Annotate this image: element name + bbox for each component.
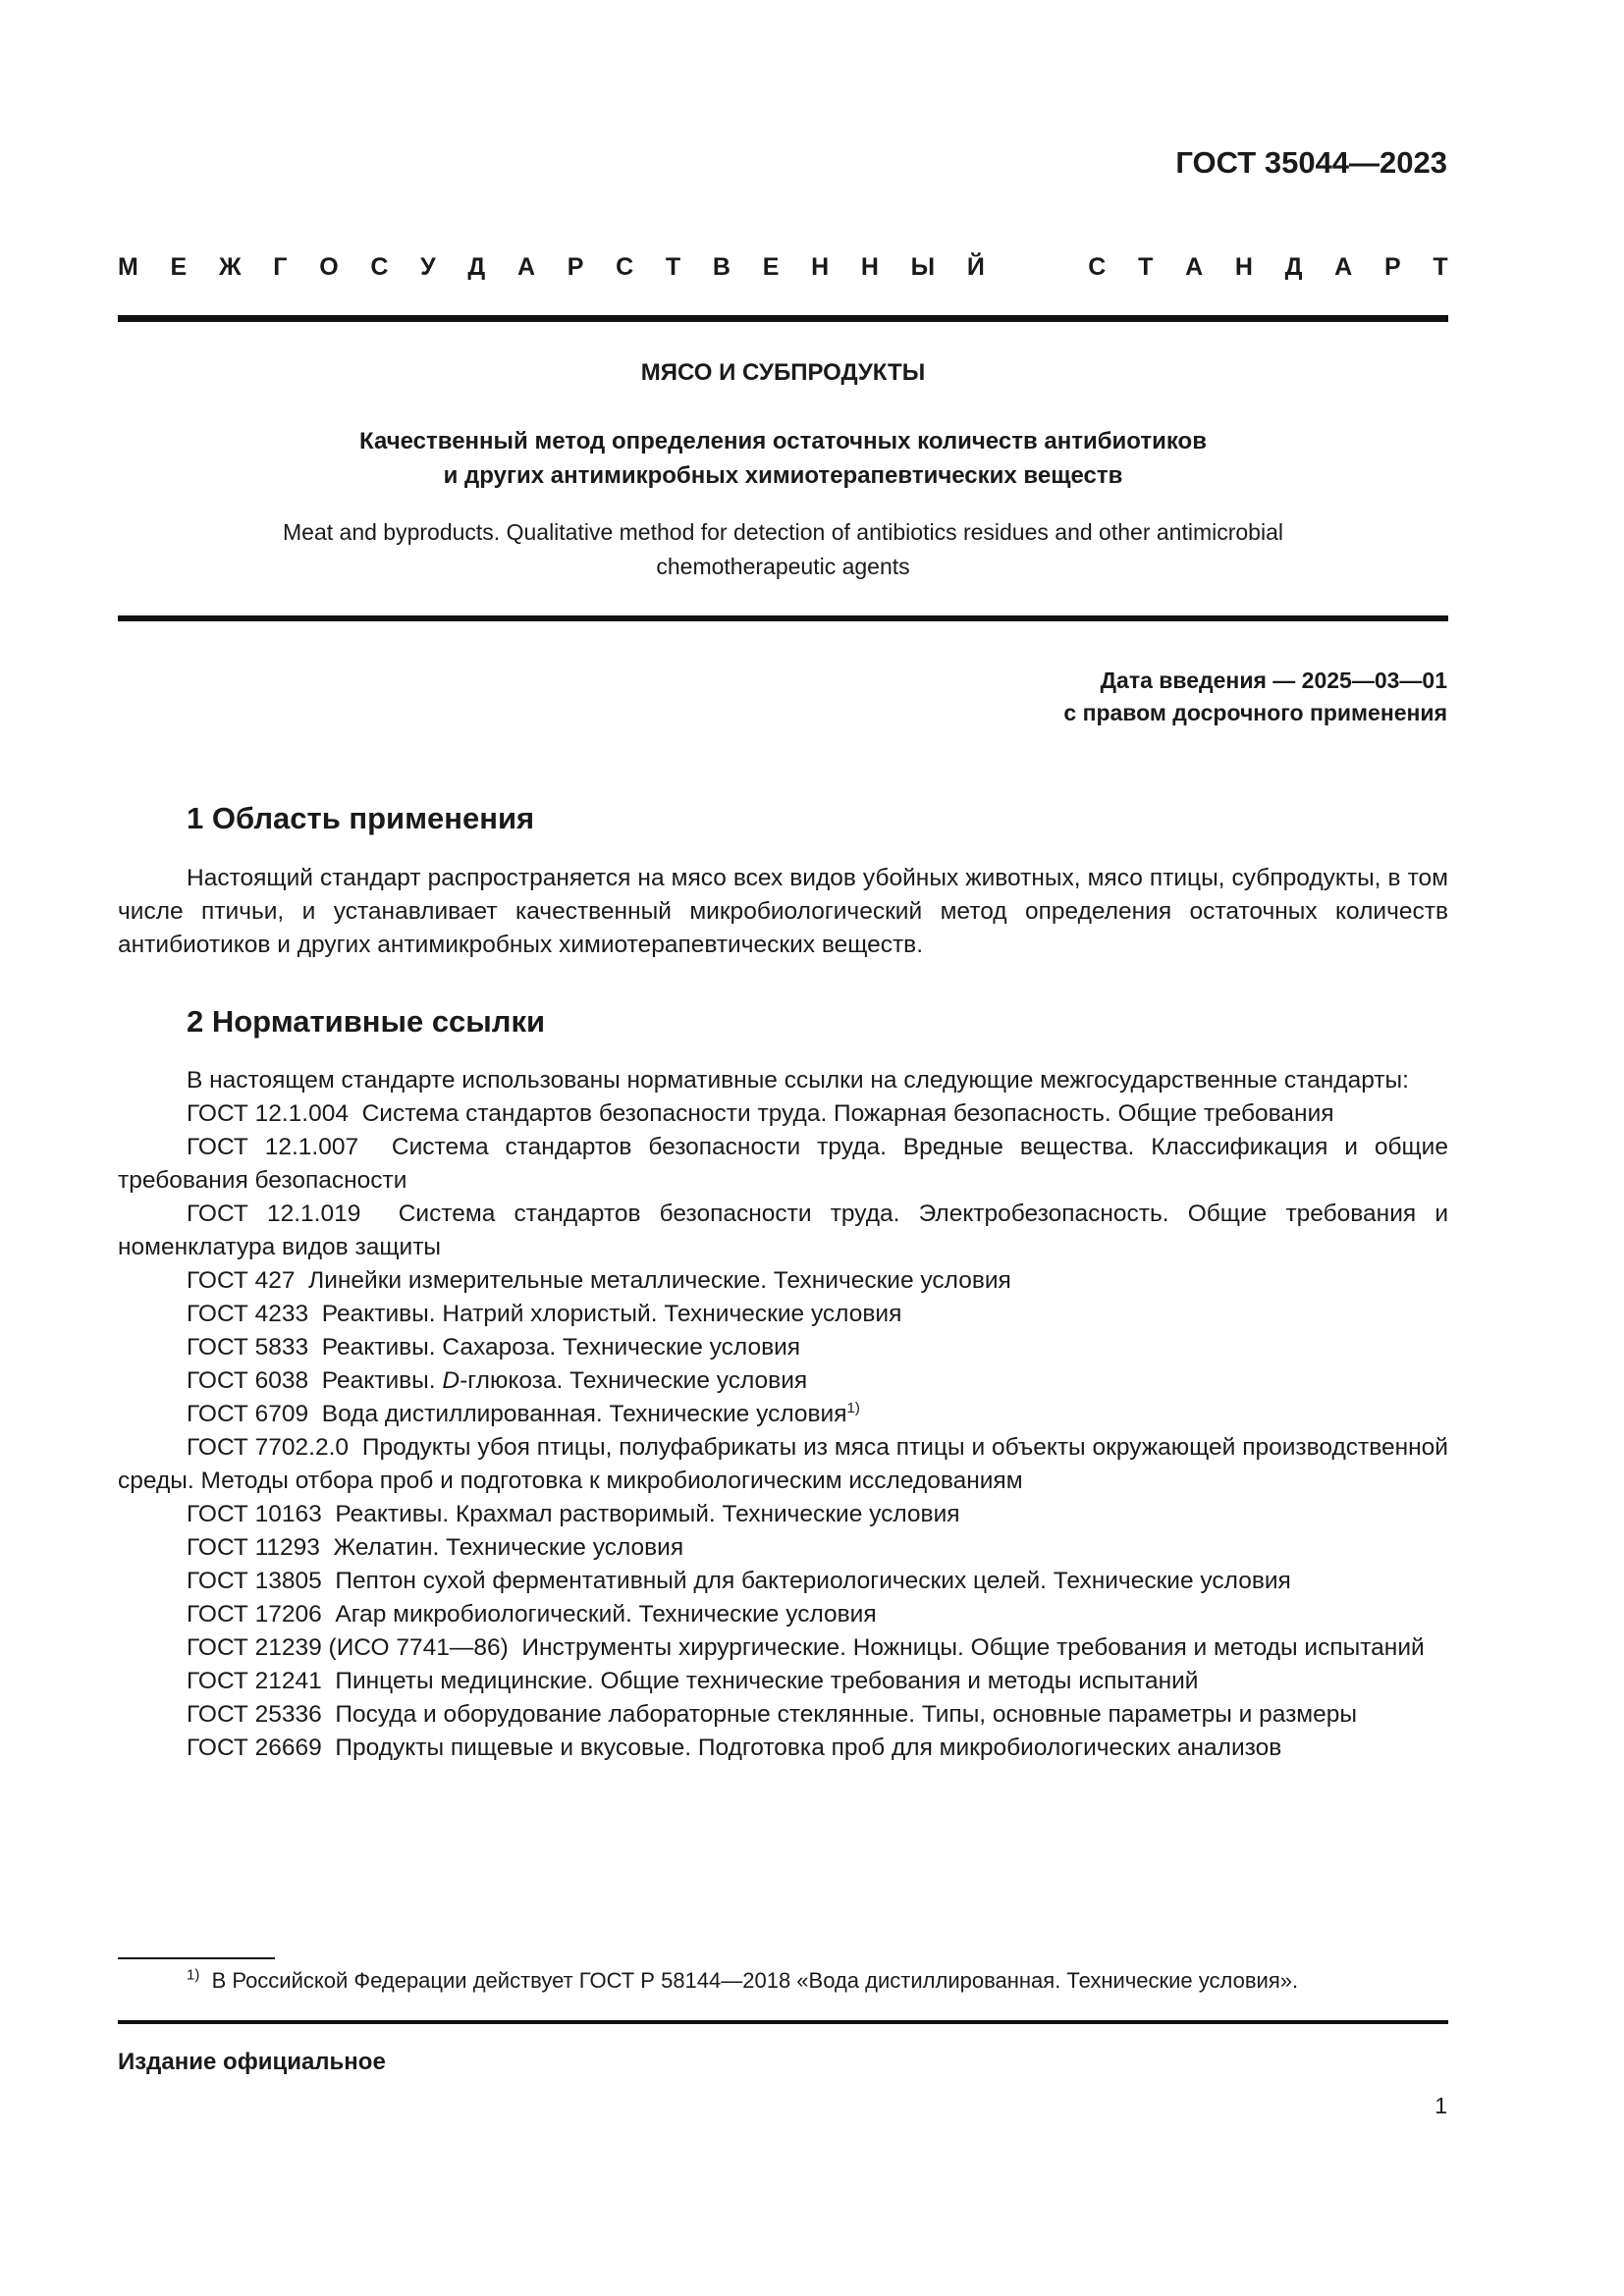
references-block [118, 1064, 1448, 1765]
reference-text-italic: D [442, 1367, 460, 1394]
reference-text: Реактивы. Натрий хлористый. Технические условия [321, 1301, 902, 1327]
banner-letter: А [516, 253, 536, 281]
reference-item [118, 1732, 1448, 1765]
banner-letter: С [616, 253, 634, 281]
reference-code: ГОСТ 7702.2.0 [187, 1434, 350, 1461]
banner-letter: А [1334, 253, 1353, 281]
document-title: МЯСО И СУБПРОДУКТЫ [640, 359, 926, 386]
reference-item [118, 1198, 1448, 1264]
banner-letter: Н [860, 253, 879, 281]
banner-letter: Г [273, 253, 288, 281]
banner-letter: Н [811, 253, 830, 281]
reference-code: ГОСТ 11293 [187, 1534, 320, 1561]
reference-text: Линейки измерительные металлические. Технические условия [308, 1267, 1011, 1294]
reference-code: ГОСТ 21239 (ИСО 7741—86) [187, 1634, 509, 1661]
banner-letter: Н [1234, 253, 1253, 281]
document-number: ГОСТ 35044—2023 [1175, 145, 1447, 180]
footnote-number: 1) [187, 1966, 200, 1984]
reference-code: ГОСТ 12.1.007 [187, 1134, 359, 1160]
reference-text: Продукты пищевые и вкусовые. Подготовка проб для микробиологических анализов [335, 1735, 1282, 1761]
section-heading-scope: 1 Область применения [187, 801, 535, 835]
reference-item [118, 1364, 1448, 1398]
reference-text: Посуда и оборудование лабораторные стеклянные. Типы, основные параметры и размеры [335, 1701, 1358, 1728]
subtitle-line: и других антимикробных химиотерапевтических веществ [443, 462, 1123, 489]
document-subtitle [118, 424, 1448, 493]
banner-letter: Т [665, 253, 681, 281]
reference-code: ГОСТ 25336 [187, 1701, 322, 1728]
header-divider [118, 315, 1448, 322]
reference-code: ГОСТ 12.1.004 [187, 1100, 349, 1127]
reference-code: ГОСТ 10163 [187, 1501, 322, 1527]
subtitle-line: Качественный метод определения остаточных количеств антибиотиков [359, 428, 1207, 454]
banner-letter: У [420, 253, 436, 281]
reference-item [118, 1298, 1448, 1331]
banner-letter: Ж [218, 253, 242, 281]
reference-item [118, 1264, 1448, 1298]
reference-code: ГОСТ 17206 [187, 1601, 322, 1628]
banner-letter: Ы [910, 253, 936, 281]
introduction-date-line: Дата введения — 2025—03—01 [1100, 667, 1447, 693]
scope-paragraph: Настоящий стандарт распространяется на мясо всех видов убойных животных, мясо птицы, субпродукты, в том числе птичьи, и устанавливает качественный микробиологический метод определения остаточных количеств антибиотиков и других антимикробных химиотерапевтических веществ. [118, 865, 1448, 958]
footer-divider [118, 2020, 1448, 2024]
banner-letter: Е [170, 253, 188, 281]
banner-letter: Р [567, 253, 584, 281]
banner-letter: С [1088, 253, 1107, 281]
reference-item [118, 1331, 1448, 1364]
reference-text: Реактивы. Крахмал растворимый. Технические условия [335, 1501, 960, 1527]
references-intro: В настоящем стандарте использованы нормативные ссылки на следующие межгосударственные стандарты: [187, 1067, 1409, 1094]
reference-item [118, 1498, 1448, 1531]
banner-letter: Т [1138, 253, 1154, 281]
reference-code: ГОСТ 6709 [187, 1401, 309, 1427]
reference-code: ГОСТ 12.1.019 [187, 1201, 361, 1227]
reference-text: -глюкоза. Технические условия [460, 1367, 808, 1394]
official-edition-label: Издание официальное [118, 2049, 386, 2075]
early-application-note: с правом досрочного применения [1063, 700, 1447, 725]
footnote-text: В Российской Федерации действует ГОСТ Р 58144—2018 «Вода дистиллированная. Технические условия». [211, 1968, 1299, 1993]
interstate-standard-banner [118, 253, 1448, 282]
reference-text: Реактивы. [321, 1367, 443, 1394]
reference-code: ГОСТ 13805 [187, 1568, 322, 1594]
banner-word-gap [1017, 253, 1056, 282]
reference-item [118, 1097, 1448, 1131]
reference-item [118, 1431, 1448, 1498]
english-title-line: Meat and byproducts. Qualitative method for detection of antibiotics residues and other antimicrobial [283, 519, 1283, 545]
reference-text: Система стандартов безопасности труда. Электробезопасность. Общие требования и номенклатура видов защиты [118, 1201, 1449, 1260]
reference-text: Желатин. Технические условия [333, 1534, 684, 1561]
banner-letter: Р [1383, 253, 1401, 281]
english-title [118, 515, 1448, 584]
reference-item [118, 1531, 1448, 1565]
reference-code: ГОСТ 427 [187, 1267, 296, 1294]
reference-text: Инструменты хирургические. Ножницы. Общие требования и методы испытаний [521, 1634, 1425, 1661]
reference-code: ГОСТ 6038 [187, 1367, 309, 1394]
title-divider [118, 615, 1448, 621]
reference-item [118, 1565, 1448, 1598]
footnote [118, 1966, 1448, 1996]
banner-letter: С [370, 253, 389, 281]
reference-item [118, 1131, 1448, 1198]
scope-text-block [118, 862, 1448, 962]
reference-text: Продукты убоя птицы, полуфабрикаты из мяса птицы и объекты окружающей производственной среды. Методы отбора проб и подготовка к микробиологическим исследованиям [118, 1434, 1448, 1494]
reference-text: Система стандартов безопасности труда. Пожарная безопасность. Общие требования [361, 1100, 1334, 1127]
reference-code: ГОСТ 5833 [187, 1334, 309, 1361]
reference-text: Агар микробиологический. Технические условия [335, 1601, 877, 1628]
reference-item [118, 1598, 1448, 1631]
page-number: 1 [1435, 2093, 1447, 2118]
section-heading-normative-references: 2 Нормативные ссылки [187, 1004, 546, 1039]
reference-item [118, 1698, 1448, 1732]
banner-letter: Е [762, 253, 780, 281]
reference-text: Вода дистиллированная. Технические условия [321, 1401, 847, 1427]
banner-letter: В [712, 253, 731, 281]
introduction-date [1063, 665, 1447, 729]
footnote-mark[interactable]: 1) [846, 1399, 860, 1416]
footnote-separator [118, 1957, 275, 1959]
banner-letter: Д [467, 253, 486, 281]
reference-text: Реактивы. Сахароза. Технические условия [321, 1334, 801, 1361]
reference-text: Система стандартов безопасности труда. Вредные вещества. Классификация и общие требования безопасности [118, 1134, 1448, 1194]
banner-letter: О [319, 253, 339, 281]
reference-code: ГОСТ 21241 [187, 1668, 322, 1694]
reference-code: ГОСТ 4233 [187, 1301, 309, 1327]
reference-text: Пептон сухой ферментативный для бактериологических целей. Технические условия [335, 1568, 1291, 1594]
reference-text: Пинцеты медицинские. Общие технические требования и методы испытаний [335, 1668, 1199, 1694]
reference-item [118, 1398, 1448, 1431]
reference-item [118, 1631, 1448, 1665]
banner-letter: А [1185, 253, 1204, 281]
banner-letter: Й [966, 253, 985, 281]
banner-letter: М [118, 253, 138, 281]
reference-code: ГОСТ 26669 [187, 1735, 322, 1761]
reference-item [118, 1665, 1448, 1698]
banner-letter: Д [1284, 253, 1303, 281]
banner-letter: Т [1433, 253, 1448, 281]
english-title-line: chemotherapeutic agents [656, 554, 910, 579]
